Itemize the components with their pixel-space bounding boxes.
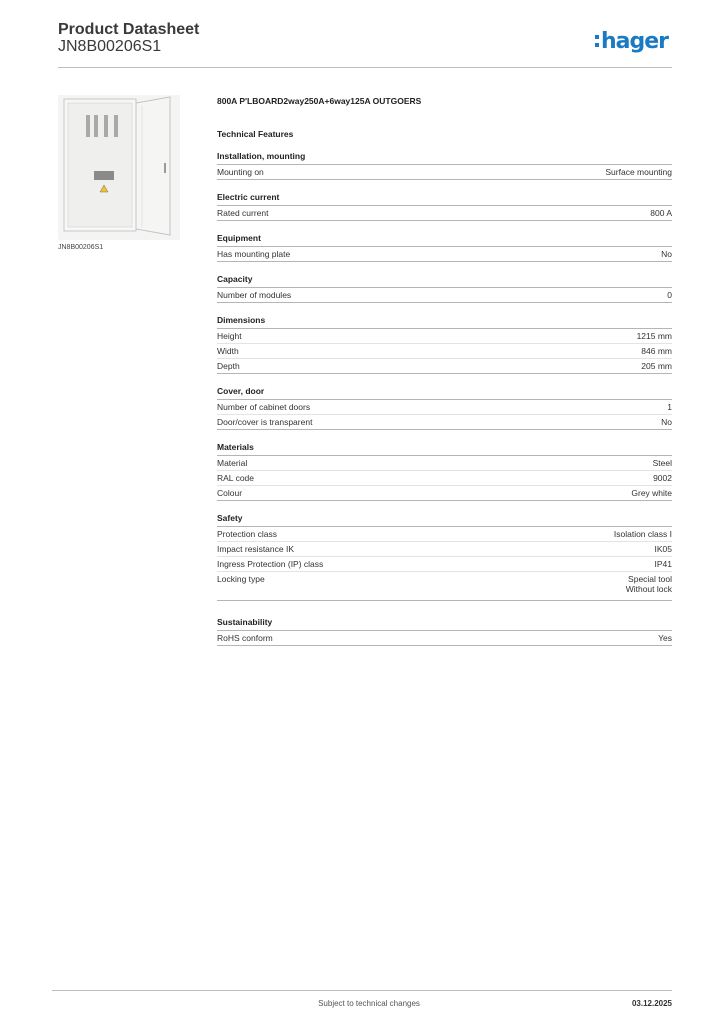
spec-value: Isolation class I	[613, 529, 672, 539]
spec-section	[217, 615, 672, 646]
spec-value: IP41	[654, 559, 672, 569]
section-title: Materials	[217, 440, 672, 456]
spec-row	[217, 344, 672, 359]
technical-features-heading: Technical Features	[217, 129, 294, 139]
spec-section	[217, 511, 672, 601]
spec-value: Grey white	[631, 488, 672, 498]
logo-dot-bottom	[595, 43, 599, 47]
spec-row	[217, 631, 672, 646]
spec-row	[217, 527, 672, 542]
spec-label: RAL code	[217, 473, 255, 483]
spec-value: 800 A	[650, 208, 672, 218]
spec-label: Door/cover is transparent	[217, 417, 313, 427]
spec-row	[217, 165, 672, 180]
spec-value: Special tool	[628, 574, 672, 584]
section-title: Capacity	[217, 272, 672, 288]
spec-label: Mounting on	[217, 167, 264, 177]
spec-value: Surface mounting	[605, 167, 672, 177]
spec-content	[217, 96, 672, 656]
spec-section	[217, 190, 672, 221]
spec-row	[217, 542, 672, 557]
section-title: Installation, mounting	[217, 149, 672, 165]
spec-row	[217, 247, 672, 262]
spec-row	[217, 471, 672, 486]
spec-row	[217, 572, 672, 601]
spec-label: Ingress Protection (IP) class	[217, 559, 324, 569]
spec-section	[217, 231, 672, 262]
product-name: 800A P'LBOARD2way250A+6way125A OUTGOERS	[217, 96, 422, 106]
section-title: Safety	[217, 511, 672, 527]
spec-label: Has mounting plate	[217, 249, 291, 259]
spec-value: 9002	[653, 473, 672, 483]
door-handle	[164, 163, 166, 173]
spec-row	[217, 359, 672, 374]
spec-value-multiline	[626, 574, 672, 594]
footer-divider	[52, 990, 672, 991]
spec-value: No	[661, 417, 672, 427]
image-caption: JN8B00206S1	[58, 244, 104, 251]
spec-section	[217, 149, 672, 180]
spec-row	[217, 486, 672, 501]
spec-label: Height	[217, 331, 242, 341]
spec-label: Depth	[217, 361, 240, 371]
product-image	[58, 95, 180, 240]
spec-value: 1	[667, 402, 672, 412]
spec-value: 205 mm	[641, 361, 672, 371]
spec-value: No	[661, 249, 672, 259]
logo-dot-top	[595, 35, 599, 39]
spec-row	[217, 456, 672, 471]
spec-label: Number of modules	[217, 290, 292, 300]
footer-note: Subject to technical changes	[318, 999, 420, 1008]
logo-wordmark: hager	[601, 29, 669, 54]
spec-label: Impact resistance IK	[217, 544, 295, 554]
spec-label: Number of cabinet doors	[217, 402, 311, 412]
section-title: Electric current	[217, 190, 672, 206]
page-title: Product Datasheet	[58, 21, 200, 38]
spec-label: Material	[217, 458, 248, 468]
spec-label: Protection class	[217, 529, 277, 539]
spec-section	[217, 272, 672, 303]
viewing-window	[94, 171, 114, 180]
spec-row	[217, 415, 672, 430]
spec-value: Yes	[658, 633, 672, 643]
spec-label: Colour	[217, 488, 243, 498]
header-divider	[58, 67, 672, 68]
spec-value: Steel	[652, 458, 672, 468]
section-title: Sustainability	[217, 615, 672, 631]
spec-value: 846 mm	[641, 346, 672, 356]
spec-label: Width	[217, 346, 239, 356]
section-title: Cover, door	[217, 384, 672, 400]
spec-row	[217, 206, 672, 221]
section-title: Equipment	[217, 231, 672, 247]
spec-row	[217, 288, 672, 303]
spec-value: IK05	[654, 544, 672, 554]
spec-label: RoHS conform	[217, 633, 273, 643]
spec-value: 1215 mm	[636, 331, 672, 341]
spec-row	[217, 400, 672, 415]
spec-row	[217, 557, 672, 572]
spec-label: Locking type	[217, 574, 265, 584]
breaker-slot	[86, 115, 90, 137]
spec-value: 0	[667, 290, 672, 300]
spec-row	[217, 329, 672, 344]
spec-section	[217, 313, 672, 374]
footer-date: 03.12.2025	[631, 999, 672, 1008]
spec-section	[217, 440, 672, 501]
section-title: Dimensions	[217, 313, 672, 329]
spec-label: Rated current	[217, 208, 269, 218]
hager-logo	[595, 24, 677, 58]
spec-section	[217, 384, 672, 430]
product-code: JN8B00206S1	[58, 38, 162, 55]
spec-value: Without lock	[625, 584, 672, 594]
